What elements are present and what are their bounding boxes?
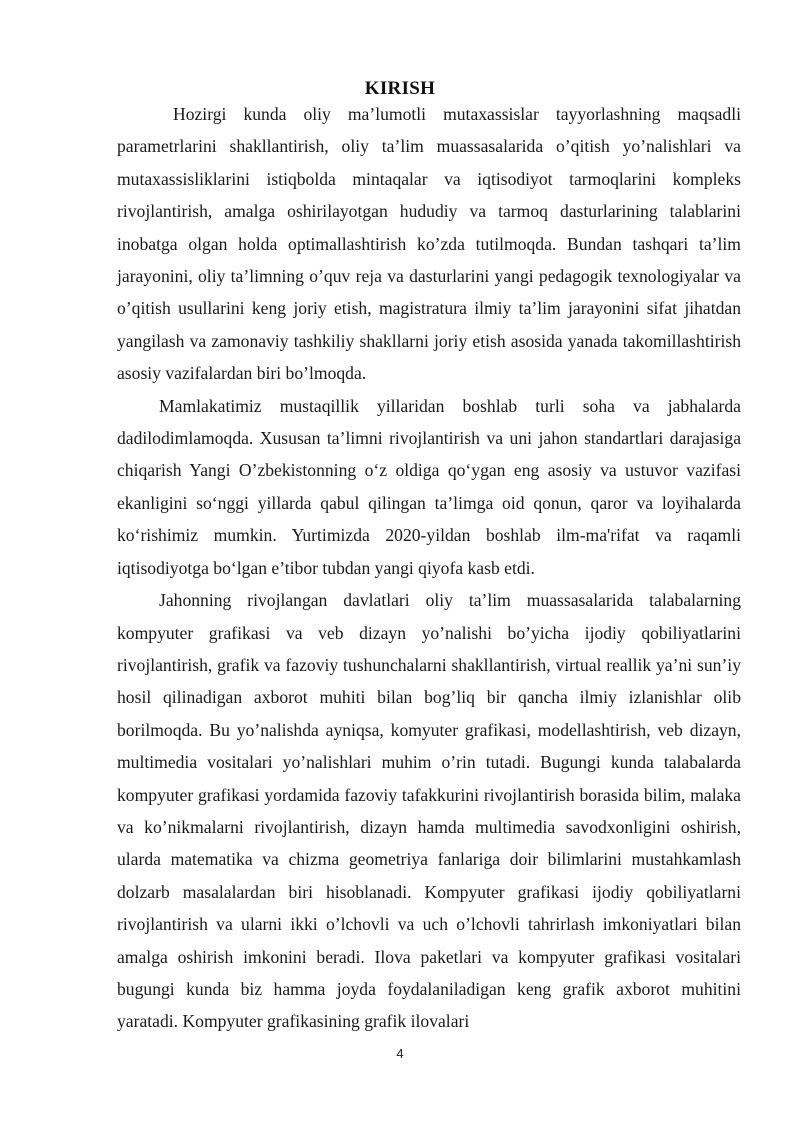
section-title: KIRISH	[364, 78, 436, 99]
body-text	[117, 98, 741, 1038]
page-number: 4	[396, 1046, 404, 1061]
paragraph-2: Mamlakatimiz mustaqillik yillaridan boshlab turli soha va jabhalarda dadilodimlamoqda. Xususan ta’limni rivojlantirish va uni jahon standartlari darajasiga chiqarish Yangi O’zbekistonning o‘z oldiga qo‘ygan eng asosiy va ustuvor vazifasi ekanligini so‘nggi yillarda qabul qilingan ta’limga oid qonun, qaror va loyihalarda ko‘rishimiz mumkin. Yurtimizda 2020-yildan boshlab ilm-ma'rifat va raqamli iqtisodiyotga bo‘lgan e’tibor tubdan yangi qiyofa kasb etdi.	[117, 395, 741, 578]
paragraph-1: Hozirgi kunda oliy ma’lumotli mutaxassislar tayyorlashning maqsadli parametrlarini shakllantirish, oliy ta’lim muassasalarida o’qitish yo’nalishlari va mutaxassisliklarini istiqbolda mintaqalar va iqtisodiyot tarmoqlarini kompleks rivojlantirish, amalga oshirilayotgan hududiy va tarmoq dasturlarining talablarini inobatga olgan holda optimallashtirish ko’zda tutilmoqda. Bundan tashqari ta’lim jarayonini, oliy ta’limning o’quv reja va dasturlarini yangi pedagogik texnologiyalar va o’qitish usullarini keng joriy etish, magistratura ilmiy ta’lim jarayonini sifat jihatdan yangilash va zamonaviy tashkiliy shakllarni joriy etish asosida yanada takomillashtirish asosiy vazifalardan biri bo’lmoqda.	[117, 104, 741, 384]
paragraph-3: Jahonning rivojlangan davlatlari oliy ta’lim muassasalarida talabalarning kompyuter grafikasi va veb dizayn yo’nalishi bo’yicha ijodiy qobiliyatlarini rivojlantirish, grafik va fazoviy tushunchalarni shakllantirish, virtual reallik ya’ni sun’iy hosil qilinadigan axborot muhiti bilan bog’liq bir qancha ilmiy izlanishlar olib borilmoqda. Bu yo’nalishda ayniqsa, komyuter grafikasi, modellashtirish, veb dizayn, multimedia vositalari yo’nalishlari muhim o’rin tutadi. Bugungi kunda talabalarda kompyuter grafikasi yordamida fazoviy tafakkurini rivojlantirish borasida bilim, malaka va ko’nikmalarni rivojlantirish, dizayn hamda multimedia savodxonligini oshirish, ularda matematika va chizma geometriya fanlariga doir bilimlarini mustahkamlash dolzarb masalalardan biri hisoblanadi. Kompyuter grafikasi ijodiy qobiliyatlarni rivojlantirish va ularni ikki o’lchovli va uch o’lchovli tahrirlash imkoniyatlari bilan amalga oshirish imkonini beradi. Ilova paketlari va kompyuter grafikasi vositalari bugungi kunda biz hamma joyda foydalaniladigan keng grafik axborot muhitini yaratadi. Kompyuter grafikasining grafik ilovalari	[117, 590, 741, 1032]
